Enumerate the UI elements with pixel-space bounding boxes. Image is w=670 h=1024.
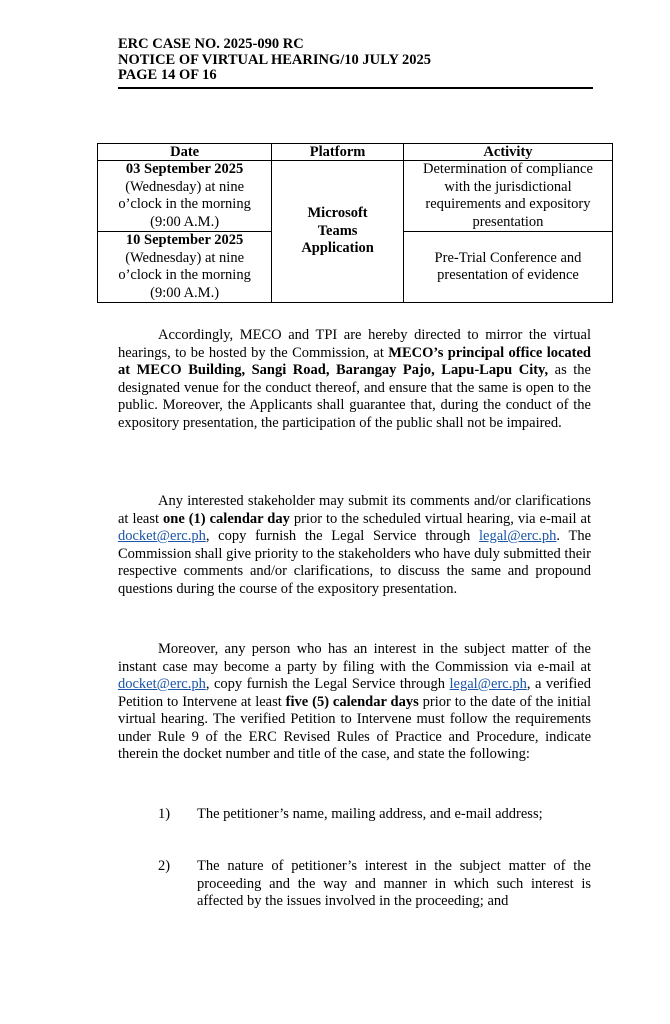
table-row xyxy=(98,161,613,232)
case-number: ERC CASE NO. 2025-090 RC xyxy=(118,36,304,52)
date-cell xyxy=(98,232,272,303)
hearing-schedule-table xyxy=(97,143,613,303)
platform-cell: Microsoft Teams Application xyxy=(272,161,404,303)
deadline-intervene: five (5) calendar days xyxy=(285,693,419,710)
list-number: 1) xyxy=(158,806,171,822)
table-header-row xyxy=(98,144,613,161)
venue-paragraph: Accordingly, MECO and TPI are hereby directed to mirror the virtual hearings, to be hosted by the Commission, at MECO’s principal office located at MECO Building, Sangi Road, Barangay Pajo, Lapu-Lapu City, as the designated venue for the conduct thereof, and ensure that the same is open to the public. Moreover, the Applicants shall guarantee that, during the conduct of the expository presentation, the participation of the public shall not be impaired. xyxy=(118,327,591,431)
legal-email-link[interactable]: legal@erc.ph xyxy=(449,676,527,692)
hearing-time: (Wednesday) at nine o’clock in the morning (9:00 A.M.) xyxy=(118,178,251,230)
column-header-activity: Activity xyxy=(403,144,612,161)
hearing-date: 10 September 2025 xyxy=(125,232,244,248)
activity-cell: Determination of compliance with the jurisdictional requirements and expository presentation xyxy=(403,161,612,232)
comments-paragraph: Any interested stakeholder may submit its comments and/or clarifications at least one (1) calendar day prior to the scheduled virtual hearing, via e-mail at docket@erc.ph, copy furnish the Legal Service through legal@erc.ph. The Commission shall give priority to the stakeholders who have duly submitted their respective comments and/or clarifications, to discuss the same and propound questions during the course of the expository presentation. xyxy=(118,493,592,597)
docket-email-link[interactable]: docket@erc.ph xyxy=(118,528,206,544)
column-header-platform: Platform xyxy=(272,144,404,161)
page-number: PAGE 14 OF 16 xyxy=(118,67,217,83)
deadline-comments: one (1) calendar day xyxy=(163,510,290,527)
column-header-date: Date xyxy=(98,144,272,161)
notice-title: NOTICE OF VIRTUAL HEARING/10 JULY 2025 xyxy=(118,51,432,68)
intervention-paragraph: Moreover, any person who has an interest in the subject matter of the instant case may become a party by filing with the Commission via e-mail at docket@erc.ph, copy furnish the Legal Service through legal@erc.ph, a verified Petition to Intervene at least five (5) calendar days prior to the date of the initial virtual hearing. The verified Petition to Intervene must follow the requirements under Rule 9 of the ERC Revised Rules of Practice and Procedure, indicate therein the docket number and title of the case, and state the following: xyxy=(118,641,591,762)
venue-address: MECO’s principal office located at MECO Building, Sangi Road, Barangay Pajo, Lapu-Lapu City, xyxy=(118,344,591,378)
hearing-time: (Wednesday) at nine o’clock in the morning (9:00 A.M.) xyxy=(118,249,251,301)
date-cell xyxy=(98,161,272,232)
list-text: The petitioner’s name, mailing address, and e-mail address; xyxy=(197,806,543,822)
list-text: The nature of petitioner’s interest in the subject matter of the proceeding and the way and manner in which such interest is affected by the issues involved in the proceeding; and xyxy=(197,858,591,909)
docket-email-link[interactable]: docket@erc.ph xyxy=(118,676,206,692)
document-header xyxy=(118,37,593,89)
activity-cell: Pre-Trial Conference and presentation of evidence xyxy=(403,232,612,303)
legal-email-link[interactable]: legal@erc.ph xyxy=(479,528,557,544)
list-number: 2) xyxy=(158,858,171,874)
hearing-date: 03 September 2025 xyxy=(125,161,244,177)
